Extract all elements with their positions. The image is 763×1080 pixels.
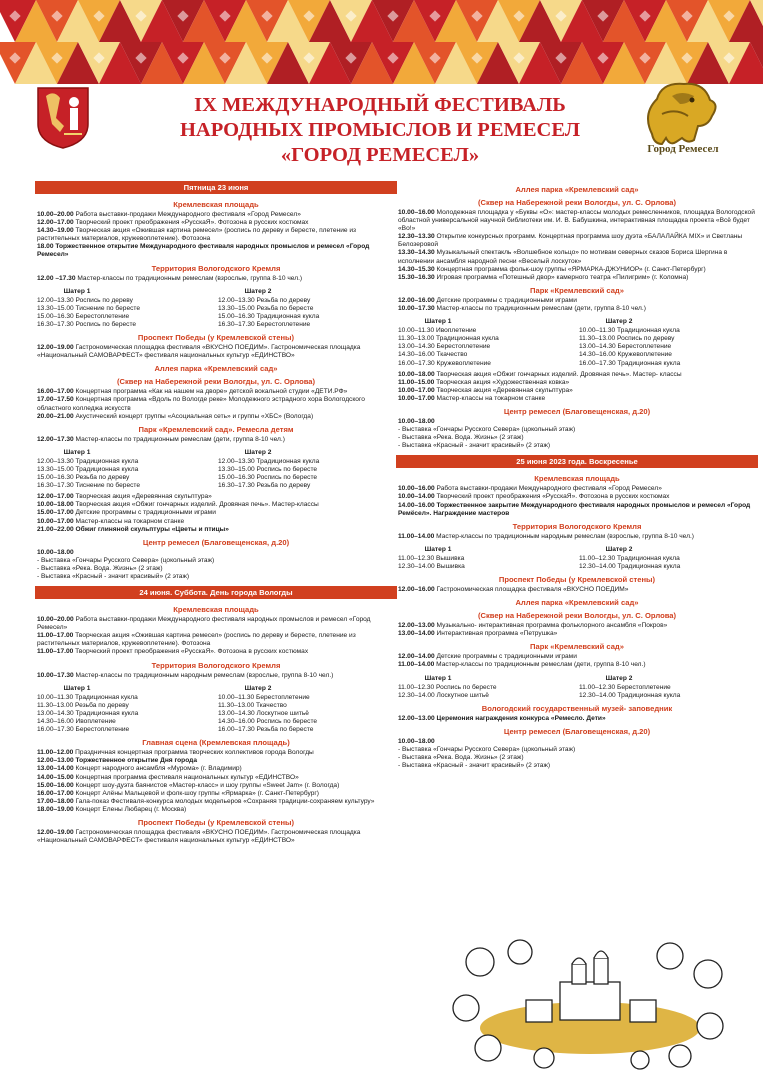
event-text: Акустический концерт группы «Асоциальная сеть» и группы «ХБС» (Вологда) — [75, 412, 314, 420]
tent-column — [35, 449, 216, 490]
event-text: Гастрономическая площадка фестиваля «ВКУСНО ПОЕДИМ». Гастрономическая площадка «Национальный САМОВАРФЕСТ» фестиваля национальных культур «ЕДИНСТВО» — [37, 344, 361, 360]
event-text: Творческая акция «Художественная ковка» — [436, 378, 570, 386]
event-row — [396, 493, 758, 501]
event-time: 16.00–17.00 — [37, 388, 74, 396]
tents-grid — [35, 449, 397, 490]
tent-item: 14.30–16.00 Ткачество — [398, 351, 468, 359]
event-time-line: 10.00–18.00 — [37, 548, 74, 556]
venue-heading: Центр ремесел (Благовещенская, д.20) — [142, 537, 290, 547]
event-time: 12.00 –17.30 — [37, 274, 76, 282]
event-row — [396, 233, 758, 249]
event-text: Мастер-классы по традиционным народным ремеслам (взрослые, группа 8-10 чел.) — [436, 532, 694, 540]
event-time: 14.00–16.00 — [398, 501, 435, 509]
tent-item: 11.00–12.30 Традиционная кукла — [579, 554, 680, 562]
tent-item: 16.00–17.30 Кружевоплетение — [398, 359, 491, 367]
event-row — [35, 806, 397, 814]
tent-item: 16.00–17.30 Берестоплетение — [37, 726, 130, 734]
venue-heading: Парк «Кремлевский сад» — [530, 285, 624, 295]
event-time: 12.00–17.00 — [37, 493, 74, 501]
event-time: 12.30–13.30 — [398, 233, 435, 241]
event-row — [396, 586, 758, 594]
event-text: Мастер-классы по традиционным народным ремеслам (взрослые, группа 8-10 чел.) — [75, 671, 334, 679]
event-text: Гала-показ Фестиваля-конкурса молодых модельеров «Сохраняя традиции-сохраняем культуру» — [75, 797, 375, 805]
tent-item: 13.30–15.00 Тиснение по бересте — [37, 304, 141, 312]
tent-item: 13.00–14.30 Берестоплетение — [579, 343, 672, 351]
exhibition-item: - Выставка «Красный - значит красивый» (2 этаж) — [398, 762, 551, 770]
venue-heading: Парк «Кремлевский сад» — [530, 642, 624, 652]
event-text: Мастер-классы на токарном станке — [75, 517, 185, 525]
event-row — [35, 219, 397, 227]
title-line-3: «ГОРОД РЕМЕСЕЛ» — [280, 144, 480, 166]
title-line-1: IX МЕЖДУНАРОДНЫЙ ФЕСТИВАЛЬ — [194, 94, 566, 116]
tent-item: 12.00–13.30 Традиционная кукла — [218, 457, 320, 465]
exhibition-item: - Выставка «Гончары Русского Севера» (цокольный этаж) — [398, 426, 576, 434]
event-text: Работа выставки-продажи Международного фестиваля «Город Ремесел» — [75, 211, 301, 218]
tent-item: 11.30–13.00 Традиционная кукла — [398, 335, 499, 343]
event-row — [35, 749, 397, 757]
tent-column — [35, 288, 216, 329]
day-header-bar: Пятница 23 июня — [35, 181, 397, 194]
event-text: Мастер-классы на токарном станке — [436, 394, 546, 402]
event-time: 12.00–16.00 — [398, 296, 435, 304]
event-time: 15.30–16.30 — [398, 273, 435, 281]
tent-item: 13.00–14.30 Лоскутное шитьё — [218, 709, 309, 717]
schedule-right-column — [396, 181, 758, 770]
event-time-line: 10.00–18.00 — [398, 737, 435, 745]
tent-title: Шатер 1 — [63, 684, 91, 692]
event-text: Концертная программа «Как на нашем на дворе» детской вокальной студии «ДЕТИ.РФ» — [75, 388, 348, 396]
event-time: 13.30–14.30 — [398, 249, 435, 257]
event-text: Молодежная площадка у «Буквы «О»: мастер-классы молодых ремесленников, площадка Вологодской областной универсальной научной библиотеки им. И. В. Бабушкина, интерактивная площадка проекта «Всё будет «Во!» — [398, 209, 755, 233]
tent-column — [396, 318, 577, 368]
event-row — [35, 243, 397, 259]
event-time: 10.00–17.00 — [398, 386, 435, 394]
event-text: Открытие конкурсных программ. Концертная программа шоу дуэта «БАЛАЛАЙКА MIX» и Светланы Белозеровой — [398, 233, 743, 249]
tents-grid — [396, 318, 758, 368]
venue-heading: Проспект Победы (у Кремлевской стены) — [498, 575, 656, 585]
tent-item: 15.00–16.30 Берестоплетение — [37, 312, 130, 320]
event-row — [35, 344, 397, 360]
tent-item: 15.00–16.30 Роспись по бересте — [218, 474, 318, 482]
event-row — [396, 653, 758, 661]
event-time: 13.00–14.00 — [398, 630, 435, 638]
venue-heading: Аллея парка «Кремлевский сад» — [515, 598, 639, 608]
event-time: 12.00–17.30 — [37, 435, 74, 443]
event-time: 11.00–17.00 — [37, 648, 74, 656]
event-text: Обжиг глиняной скульптуры «Цветы и птицы» — [75, 525, 229, 533]
event-text: Музыкально- интерактивная программа фольклорного ансамбля «Покров» — [436, 622, 668, 630]
event-time: 18.00–19.00 — [37, 805, 74, 813]
venue-heading: (Сквер на Набережной реки Вологды, ул. С. Орлова) — [477, 198, 677, 207]
event-row — [35, 774, 397, 782]
exhibition-item: - Выставка «Река. Вода. Жизнь» (2 этаж) — [398, 434, 524, 442]
venue-heading: Территория Вологодского Кремля — [151, 660, 281, 670]
event-text: Музыкальный спектакль «Волшебное кольцо» по мотивам северных сказов Бориса Шергина в исполнении ансамбля народной песни «Веселый лоскуток» — [398, 249, 728, 265]
event-time: 12.00–13.00 — [398, 622, 435, 630]
title-line-2: НАРОДНЫХ ПРОМЫСЛОВ И РЕМЕСЕЛ — [179, 119, 581, 141]
tent-column — [577, 318, 758, 368]
event-time: 17.00–18.00 — [37, 797, 74, 805]
event-row — [35, 616, 397, 632]
tent-item: 11.00–12.30 Роспись по бересте — [398, 683, 497, 691]
event-row — [396, 249, 758, 265]
event-text: Игровая программа «Потешный двор» камерного театра «Пилигрим» (г. Коломна) — [436, 273, 689, 281]
tent-item: 12.30–14.00 Лоскутное шитьё — [398, 691, 489, 699]
tent-column — [577, 546, 758, 571]
exhibition-item: - Выставка «Река. Вода. Жизнь» (2 этаж) — [398, 754, 524, 762]
vologda-coat-of-arms — [34, 86, 92, 150]
event-time: 10.00–14.00 — [398, 493, 435, 501]
event-text: Работа выставки-продажи Международного фестиваля «Город Ремесел» — [436, 485, 662, 493]
event-row — [396, 371, 758, 379]
venue-heading: Главная сцена (Кремлевская площадь) — [142, 738, 290, 748]
event-row — [396, 622, 758, 630]
event-time: 14.30–15.30 — [398, 265, 435, 273]
event-time: 11.00–17.00 — [37, 632, 74, 640]
event-time: 10.00–17.30 — [398, 304, 435, 312]
event-time: 14.30–19.00 — [37, 227, 74, 235]
event-text: Творческая акция «Деревянная скульптура» — [436, 386, 573, 394]
tent-column — [577, 675, 758, 700]
event-text: Торжественное закрытие Международного фестиваля народных промыслов и ремесел «Город Ремёсел». Награждение мастеров — [398, 501, 751, 517]
decorative-banner — [0, 0, 763, 84]
tent-item: 14.30–16.00 Кружевоплетение — [579, 351, 672, 359]
event-time: 17.00–17.50 — [37, 396, 74, 404]
event-time-line: 10.00–18.00 — [398, 417, 435, 425]
tent-item: 12.30–14.00 Традиционная кукла — [579, 563, 681, 570]
venue-heading: Проспект Победы (у Кремлевской стены) — [137, 333, 295, 343]
schedule-left-column — [35, 181, 397, 845]
tent-title: Шатер 1 — [424, 318, 452, 326]
event-text: Концертная программа фестиваля национальных культур «ЕДИНСТВО» — [75, 773, 299, 781]
tent-item: 11.30–13.00 Резьба по дереву — [37, 701, 129, 709]
event-row — [35, 396, 397, 412]
event-time: 12.00–19.00 — [37, 344, 74, 352]
venue-heading: Территория Вологодского Кремля — [512, 521, 642, 531]
tent-column — [396, 675, 577, 700]
event-row — [396, 305, 758, 313]
event-time: 11.00–12.00 — [37, 749, 74, 757]
tent-item: 10.00–11.30 Традиционная кукла — [37, 693, 138, 701]
tent-column — [35, 685, 216, 735]
tent-title: Шатер 1 — [424, 545, 452, 553]
event-text: Творческая акция «Ожившая картина ремесел» (роспись по дереву и бересте, плетение из растительных материалов, кружевоплетение). Фотозона — [37, 227, 357, 243]
venue-heading: Кремлевская площадь — [173, 200, 259, 209]
tent-column — [216, 449, 397, 490]
tent-item: 12.30–14.00 Традиционная кукла — [579, 691, 681, 699]
venue-heading: Центр ремесел (Благовещенская, д.20) — [503, 726, 651, 736]
tent-item: 16.00–17.30 Традиционная кукла — [579, 359, 681, 367]
tent-item: 12.00–13.30 Традиционная кукла — [37, 457, 139, 465]
event-time: 13.00–14.00 — [37, 765, 74, 773]
day-header-bar: 24 июня. Суббота. День города Вологды — [35, 586, 397, 599]
venue-heading: Кремлевская площадь — [173, 605, 259, 615]
tent-item: 12.00–13.30 Резьба по дереву — [218, 296, 311, 304]
event-row — [396, 533, 758, 541]
event-time: 10.00–20.00 — [37, 616, 74, 624]
event-text: Творческая акция «Деревянная скульптура» — [75, 493, 212, 501]
tents-grid — [396, 546, 758, 571]
event-text: Гастрономическая площадка фестиваля «ВКУСНО ПОЕДИМ». Гастрономическая площадка «Национальный САМОВАРФЕСТ» фестиваля национальных культур «ЕДИНСТВО» — [37, 828, 361, 845]
folk-pattern-graphic — [0, 0, 763, 84]
event-text: Творческий проект преображения «РусскаЯ». Фотозона в русских костюмах — [436, 493, 670, 501]
event-row — [396, 379, 758, 387]
kremlin-crafts-illustration — [440, 930, 740, 1070]
event-text: Мастер-классы по традиционным ремеслам (дети, группа 8-10 чел.) — [436, 661, 646, 669]
exhibition-item: - Выставка «Река. Вода. Жизнь» (2 этаж) — [37, 564, 163, 572]
event-row — [396, 274, 758, 282]
event-time: 11.00–15.00 — [398, 378, 435, 386]
venue-heading: (Сквер на Набережной реки Вологды, ул. С. Орлова) — [477, 611, 677, 621]
event-text: Интерактивная программа «Петрушка» — [436, 630, 558, 638]
event-row — [35, 518, 397, 526]
event-time: 12.00–13.00 — [37, 757, 74, 765]
tent-item: 10.00–11.30 Традиционная кукла — [579, 327, 680, 335]
venue-heading: Территория Вологодского Кремля — [151, 263, 281, 273]
tent-item: 11.00–12.30 Вышивка — [398, 554, 465, 562]
event-row — [396, 297, 758, 305]
event-text: Творческий проект преображения «РусскаЯ». Фотозона в русских костюмах — [75, 648, 309, 656]
tent-item: 13.00–14.30 Берестоплетение — [398, 343, 491, 351]
event-text: Церемония награждения конкурса «Ремесло. Дети» — [436, 714, 606, 722]
tent-item: 16.30–17.30 Тиснение по бересте — [37, 482, 141, 490]
venue-heading: Парк «Кремлевский сад». Ремесла детям — [138, 424, 294, 434]
venue-heading: Аллея парка «Кремлевский сад» — [515, 185, 639, 194]
event-row — [396, 387, 758, 395]
event-text: Творческая акция «Ожившая картина ремесел» (роспись по дереву и бересте, плетение из растительных материалов, кружевоплетение). Фотозона — [37, 632, 356, 648]
tent-item: 12.00–13.30 Роспись по дереву — [37, 296, 133, 304]
event-text: Концерт Елены Любарец (г. Москва) — [75, 805, 187, 813]
event-row — [396, 630, 758, 638]
event-row — [35, 413, 397, 421]
tent-item: 15.00–16.30 Традиционная кукла — [218, 312, 320, 320]
tent-title: Шатер 2 — [605, 545, 633, 553]
event-time: 12.00–19.00 — [37, 828, 74, 836]
event-row — [35, 275, 397, 283]
event-time: 15.00–17.00 — [37, 509, 74, 517]
tent-title: Шатер 2 — [244, 684, 272, 692]
venue-heading: Центр ремесел (Благовещенская, д.20) — [503, 406, 651, 416]
tent-item: 13.30–15.00 Резьба по бересте — [218, 304, 314, 312]
tents-grid — [35, 288, 397, 329]
tent-item: 10.00–11.30 Ивоплетение — [398, 327, 477, 335]
event-row — [35, 648, 397, 656]
event-time: 10.00–17.00 — [37, 517, 74, 525]
festival-title — [130, 93, 630, 168]
event-row — [35, 509, 397, 517]
event-text: Торжественное открытие Дня города — [75, 757, 197, 765]
tent-item: 13.00–14.30 Традиционная кукла — [37, 709, 139, 717]
event-row — [35, 632, 397, 648]
tent-title: Шатер 2 — [605, 674, 633, 682]
venue-heading: Аллея парка «Кремлевский сад» — [154, 364, 278, 374]
event-time: 10.00–17.30 — [37, 671, 74, 679]
event-row — [35, 388, 397, 396]
event-time: 10.00–18.00 — [398, 370, 435, 378]
tent-title: Шатер 2 — [244, 287, 272, 295]
event-time: 20.00–21.00 — [37, 412, 74, 420]
tent-item: 10.00–11.30 Берестоплетение — [218, 693, 310, 701]
tent-item: 16.30–17.30 Резьба по дереву — [218, 482, 311, 490]
event-text: Мастер-классы по традиционным ремеслам (взрослые, группа 8-10 чел.) — [77, 274, 303, 282]
venue-heading: Вологодский государственный музей- заповедник — [481, 703, 673, 713]
event-row — [396, 661, 758, 669]
event-text: Гастрономическая площадка фестиваля «ВКУСНО ПОЕДИМ» — [436, 586, 629, 594]
tents-grid — [396, 675, 758, 700]
exhibition-item: - Выставка «Гончары Русского Севера» (цокольный этаж) — [37, 556, 215, 564]
event-time: 14.00–15.00 — [37, 773, 74, 781]
event-row — [35, 436, 397, 444]
event-row — [35, 790, 397, 798]
event-text: Торжественное открытие Международного фестиваля народных промыслов и ремесел «Город Ремесел» — [37, 243, 370, 259]
tent-item: 12.30–14.00 Вышивка — [398, 563, 465, 570]
event-row — [396, 209, 758, 233]
tent-column — [396, 546, 577, 571]
event-text: Мастер-классы по традиционным ремеслам (дети, группа 8-10 чел.) — [75, 435, 285, 443]
event-time: 12.00–16.00 — [398, 586, 435, 594]
event-row — [35, 672, 397, 680]
tent-item: 11.00–12.30 Берестоплетение — [579, 683, 671, 691]
event-text: Творческий проект преображения «РусскаЯ». Фотозона в русских костюмах — [75, 219, 309, 227]
event-text: Творческая акция «Обжиг гончарных изделий. Дровяная печь». Мастер- классы — [436, 370, 682, 378]
tent-item: 11.30–13.00 Роспись по дереву — [579, 335, 675, 343]
tent-item: 14.30–16.00 Роспись по бересте — [218, 718, 318, 726]
tent-item: 16.00–17.30 Резьба по бересте — [218, 726, 314, 734]
event-row — [35, 829, 397, 845]
event-time: 12.00–13.00 — [398, 714, 435, 722]
tent-title: Шатер 1 — [424, 674, 452, 682]
exhibition-item: - Выставка «Гончары Русского Севера» (цокольный этаж) — [398, 746, 576, 754]
event-time: 11.00–14.00 — [398, 532, 435, 540]
event-text: Концертная программа «Вдоль по Вологде реке» Молодежного эстрадного хора Вологодского областного колледжа искусств — [37, 396, 365, 412]
event-text: Концерт шоу-дуэта баянистов «Мастер-класс» и шоу группы «Sweet Jam» (г. Вологда) — [75, 781, 340, 789]
exhibition-item: - Выставка «Красный - значит красивый» (2 этаж) — [37, 573, 190, 580]
event-row — [396, 715, 758, 723]
event-row — [35, 798, 397, 806]
tent-title: Шатер 1 — [63, 287, 91, 295]
event-time: 16.00–17.00 — [37, 789, 74, 797]
venue-heading: Кремлевская площадь — [534, 474, 620, 484]
event-time: 15.00–16.00 — [37, 781, 74, 789]
event-row — [35, 501, 397, 509]
tent-item: 16.30–17.30 Берестоплетение — [218, 321, 311, 329]
exhibition-item: - Выставка «Красный - значит красивый» (2 этаж) — [398, 442, 551, 450]
event-time: 21.00–22.00 — [37, 525, 74, 533]
event-row — [35, 526, 397, 534]
event-text: Детские программы с традиционными играми — [436, 653, 577, 661]
tent-column — [216, 685, 397, 735]
event-text: Детские программы с традиционными играми — [436, 296, 577, 304]
event-text: Концерт народного ансамбля «Мурома» (г. Владимир) — [75, 765, 242, 773]
tent-item: 16.30–17.30 Роспись по бересте — [37, 321, 137, 329]
event-text: Мастер-классы по традиционным ремеслам (дети, группа 8-10 чел.) — [436, 304, 646, 312]
event-time: 10.00–16.00 — [398, 485, 435, 493]
event-time: 10.00–16.00 — [398, 209, 435, 216]
event-text: Концерт Алёны Мальцевой и фолк-шоу группы «Ярмарка» (г. Санкт-Петербург) — [75, 789, 319, 797]
day-header-bar: 25 июня 2023 года. Воскресенье — [396, 455, 758, 468]
event-row — [35, 211, 397, 219]
event-time: 12.00–17.00 — [37, 219, 74, 227]
tent-item: 14.30–16.00 Ивоплетение — [37, 718, 116, 726]
event-text: Праздничная концертная программа творческих коллективов города Вологды — [75, 749, 314, 757]
event-row — [396, 502, 758, 518]
event-text: Детские программы с традиционными играми — [75, 509, 216, 517]
event-time: 18.00 — [37, 243, 54, 251]
event-text: Творческая акция «Обжиг гончарных изделий. Дровяная печь». Мастер-классы — [75, 501, 319, 509]
tent-item: 11.30–13.00 Ткачество — [218, 701, 287, 709]
event-text: Концертная программа фольк-шоу группы «ЯРМАРКА-ДЖУНИОР» (г. Санкт-Петербург) — [436, 265, 706, 273]
event-row — [396, 395, 758, 403]
event-row — [396, 266, 758, 274]
event-time: 10.00–17.00 — [398, 394, 435, 402]
event-time: 10.00–18.00 — [37, 501, 74, 509]
logo-caption: Город Ремесел — [647, 143, 719, 155]
tents-grid — [35, 685, 397, 735]
event-time: 10.00–20.00 — [37, 211, 74, 218]
tent-item: 13.30–15.00 Традиционная кукла — [37, 465, 139, 473]
tent-item: 15.00–16.30 Резьба по дереву — [37, 474, 130, 482]
event-row — [35, 227, 397, 243]
tent-column — [216, 288, 397, 329]
event-row — [35, 765, 397, 773]
tent-item: 13.30–15.00 Роспись по бересте — [218, 465, 318, 473]
event-time: 11.00–14.00 — [398, 661, 435, 669]
event-text: Работа выставки-продажи Международного фестиваля народных промыслов и ремесел «Город Ремесел» — [37, 616, 371, 632]
event-row — [35, 782, 397, 790]
event-time: 12.00–14.00 — [398, 653, 435, 661]
tent-title: Шатер 1 — [63, 448, 91, 456]
venue-heading: (Сквер на Набережной реки Вологды, ул. С. Орлова) — [116, 377, 316, 387]
tent-title: Шатер 2 — [244, 448, 272, 456]
tent-title: Шатер 2 — [605, 318, 633, 326]
venue-heading: Проспект Победы (у Кремлевской стены) — [137, 817, 295, 827]
